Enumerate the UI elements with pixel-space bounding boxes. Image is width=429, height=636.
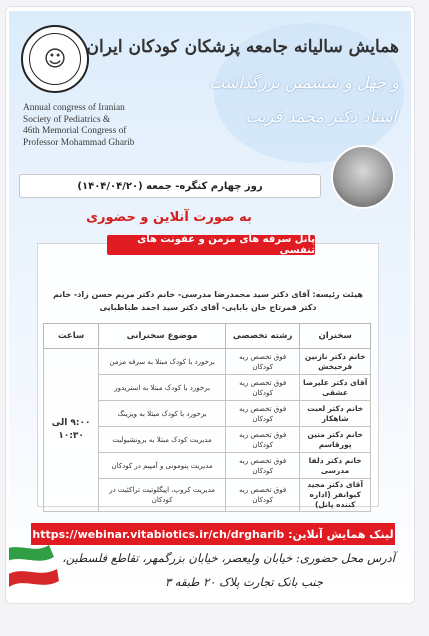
address-line-1: آدرس محل حضوری: خیابان ولیعصر، خیابان بزرگمهر، تقاطع فلسطین، — [62, 551, 395, 565]
post-card — [5, 6, 415, 604]
topic-cell: برخورد با کودک مبتلا به ویزینگ — [99, 401, 226, 427]
topic-cell: برخورد با کودک مبتلا به استریدور — [99, 375, 226, 401]
mother-child-icon: ☺ — [29, 33, 81, 85]
specialty-cell: فوق تخصص ریه کودکان — [225, 375, 299, 401]
topic-cell: برخورد با کودک مبتلا به سرفه مزمن — [99, 349, 226, 375]
congress-poster-image[interactable] — [9, 11, 411, 597]
speaker-cell: خانم دکتر دلفا مدرسی — [300, 453, 371, 479]
address-line-2: جنب بانک تجارت پلاک ۲۰ طبقه ۳ — [164, 575, 323, 589]
persian-title-line-3: استاد دکتر محمد قریب — [245, 107, 397, 126]
speaker-cell: خانم دکتر لعبت شاهکار — [300, 401, 371, 427]
header-speaker: سخنران — [300, 324, 371, 349]
iran-flag-ribbon — [9, 533, 59, 597]
specialty-cell: فوق تخصص ریه کودکان — [225, 453, 299, 479]
specialty-cell: فوق تخصص ریه کودکان — [225, 401, 299, 427]
specialty-cell: فوق تخصص ریه کودکان — [225, 479, 299, 512]
table-row — [44, 349, 371, 375]
congress-date: روز چهارم کنگره- جمعه (۱۴۰۴/۰۴/۲۰) — [19, 174, 321, 198]
online-attendance-label: به صورت آنلاین و حضوری — [86, 210, 252, 225]
speaker-cell: خانم دکتر نازنین فرحبخش — [300, 349, 371, 375]
english-line-4: Professor Mohammad Gharib — [23, 137, 135, 148]
topic-cell: مدیریت کودک مبتلا به برونشیولیت — [99, 427, 226, 453]
english-line-2: Society of Pediatrics & — [23, 114, 111, 125]
speaker-cell: آقای دکتر علیرضا عشقی — [300, 375, 371, 401]
persian-title-line-2: و چهل و ششمین بزرگداشت — [209, 73, 399, 92]
topic-cell: مدیریت کروپ، اپیگلوتیت تراکئیت در کودکان — [99, 479, 226, 512]
table-header-row — [44, 324, 371, 349]
header-topic: موضوع سخنرانی — [99, 324, 226, 349]
speaker-cell: آقای دکتر مجید کیوانفر (اداره کننده پانل) — [300, 479, 371, 512]
english-title — [23, 103, 173, 149]
society-logo — [21, 25, 89, 93]
specialty-cell: فوق تخصص ریه کودکان — [225, 427, 299, 453]
webinar-link-banner: لینک همایش آنلاین: https://webinar.vitabiotics.ir/ch/drgharib — [31, 523, 395, 545]
panel-title-banner: پانل سرفه های مزمن و عفونت های تنفسی — [107, 235, 315, 255]
schedule-table — [43, 323, 371, 512]
header-specialty: رشته تخصصی — [225, 324, 299, 349]
english-line-1: Annual congress of Iranian — [23, 103, 125, 113]
professor-portrait — [331, 145, 395, 209]
header-time: ساعت — [44, 324, 99, 349]
time-cell: ۹:۰۰ الی ۱۰:۳۰ — [44, 349, 99, 512]
english-line-3: 46th Memorial Congress of — [23, 126, 127, 137]
persian-title-line-1: همایش سالیانه جامعه پزشکان کودکان ایران — [86, 37, 399, 57]
specialty-cell: فوق تخصص ریه کودکان — [225, 349, 299, 375]
topic-cell: مدیریت پنومونی و آمپیم در کودکان — [99, 453, 226, 479]
speaker-cell: خانم دکتر متین پورقاسم — [300, 427, 371, 453]
board-chairs: هیئت رئیسه: آقای دکتر سید محمدرضا مدرسی- خانم دکتر مریم حسن زاد- خانم دکتر قمرتاج خان بابایی- آقای دکتر سید احمد طباطبایی — [53, 290, 363, 312]
